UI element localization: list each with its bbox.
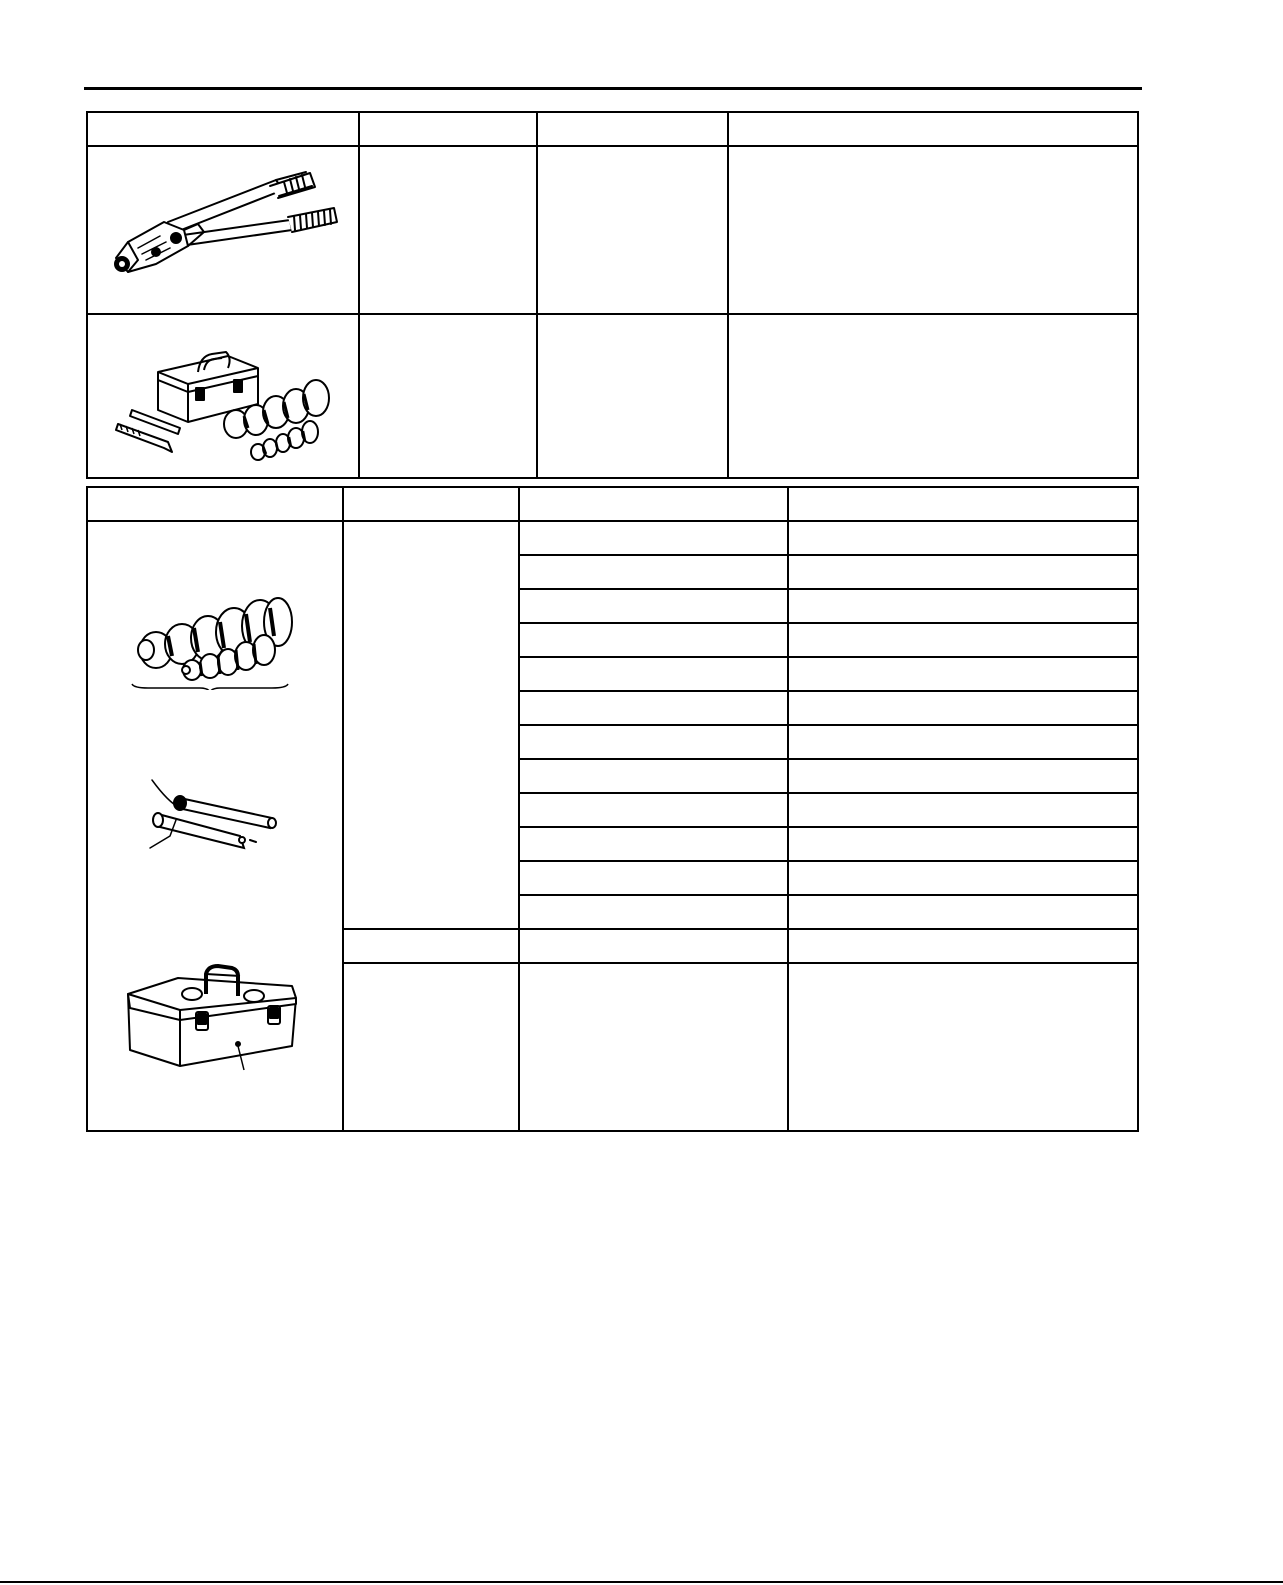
text-cell — [788, 793, 1138, 827]
text-cell — [788, 895, 1138, 929]
text-cell — [519, 589, 788, 623]
text-cell — [788, 589, 1138, 623]
text-cell — [519, 623, 788, 657]
text-cell — [788, 623, 1138, 657]
text-cell — [788, 827, 1138, 861]
text-cell — [728, 146, 1138, 314]
table-header-row — [87, 112, 1138, 146]
text-cell — [343, 929, 519, 963]
crimping-tool-icon — [98, 160, 348, 300]
pin-extractor-kit-icon — [108, 324, 338, 469]
text-cell — [519, 521, 788, 555]
text-cell — [343, 963, 519, 1131]
table-header-row — [87, 487, 1138, 521]
table-row — [87, 146, 1138, 314]
text-cell — [788, 929, 1138, 963]
text-cell — [519, 827, 788, 861]
text-cell — [519, 895, 788, 929]
illustration-stack — [88, 522, 342, 1124]
header-cell — [519, 487, 788, 521]
tool-table-bottom — [86, 486, 1139, 1132]
text-cell — [519, 759, 788, 793]
header-cell — [788, 487, 1138, 521]
header-cell — [728, 112, 1138, 146]
text-cell — [537, 314, 728, 478]
tool-table-top — [86, 111, 1139, 479]
text-cell — [519, 861, 788, 895]
header-rule — [84, 87, 1142, 90]
header-cell — [537, 112, 728, 146]
illustration-cell — [87, 146, 359, 314]
tool-case-icon — [122, 950, 302, 1100]
header-cell — [343, 487, 519, 521]
header-cell — [359, 112, 537, 146]
text-cell — [519, 963, 788, 1131]
text-cell — [788, 521, 1138, 555]
header-cell — [87, 487, 343, 521]
extractor-pins-icon — [132, 776, 292, 876]
text-cell — [728, 314, 1138, 478]
text-cell — [788, 963, 1138, 1131]
extractor-dies-icon — [128, 590, 298, 690]
illustration-cell — [87, 314, 359, 478]
text-cell — [519, 691, 788, 725]
text-cell — [519, 725, 788, 759]
text-cell — [519, 657, 788, 691]
text-cell — [788, 691, 1138, 725]
text-cell — [359, 314, 537, 478]
text-cell — [519, 793, 788, 827]
text-cell — [537, 146, 728, 314]
text-cell — [519, 929, 788, 963]
footer-rule — [0, 1581, 1283, 1583]
text-cell — [343, 521, 519, 929]
text-cell — [788, 657, 1138, 691]
table-row — [87, 521, 1138, 555]
illustration-cell — [87, 521, 343, 1131]
text-cell — [788, 759, 1138, 793]
text-cell — [519, 555, 788, 589]
header-cell — [87, 112, 359, 146]
table-row — [87, 314, 1138, 478]
text-cell — [788, 555, 1138, 589]
text-cell — [788, 861, 1138, 895]
text-cell — [359, 146, 537, 314]
text-cell — [788, 725, 1138, 759]
